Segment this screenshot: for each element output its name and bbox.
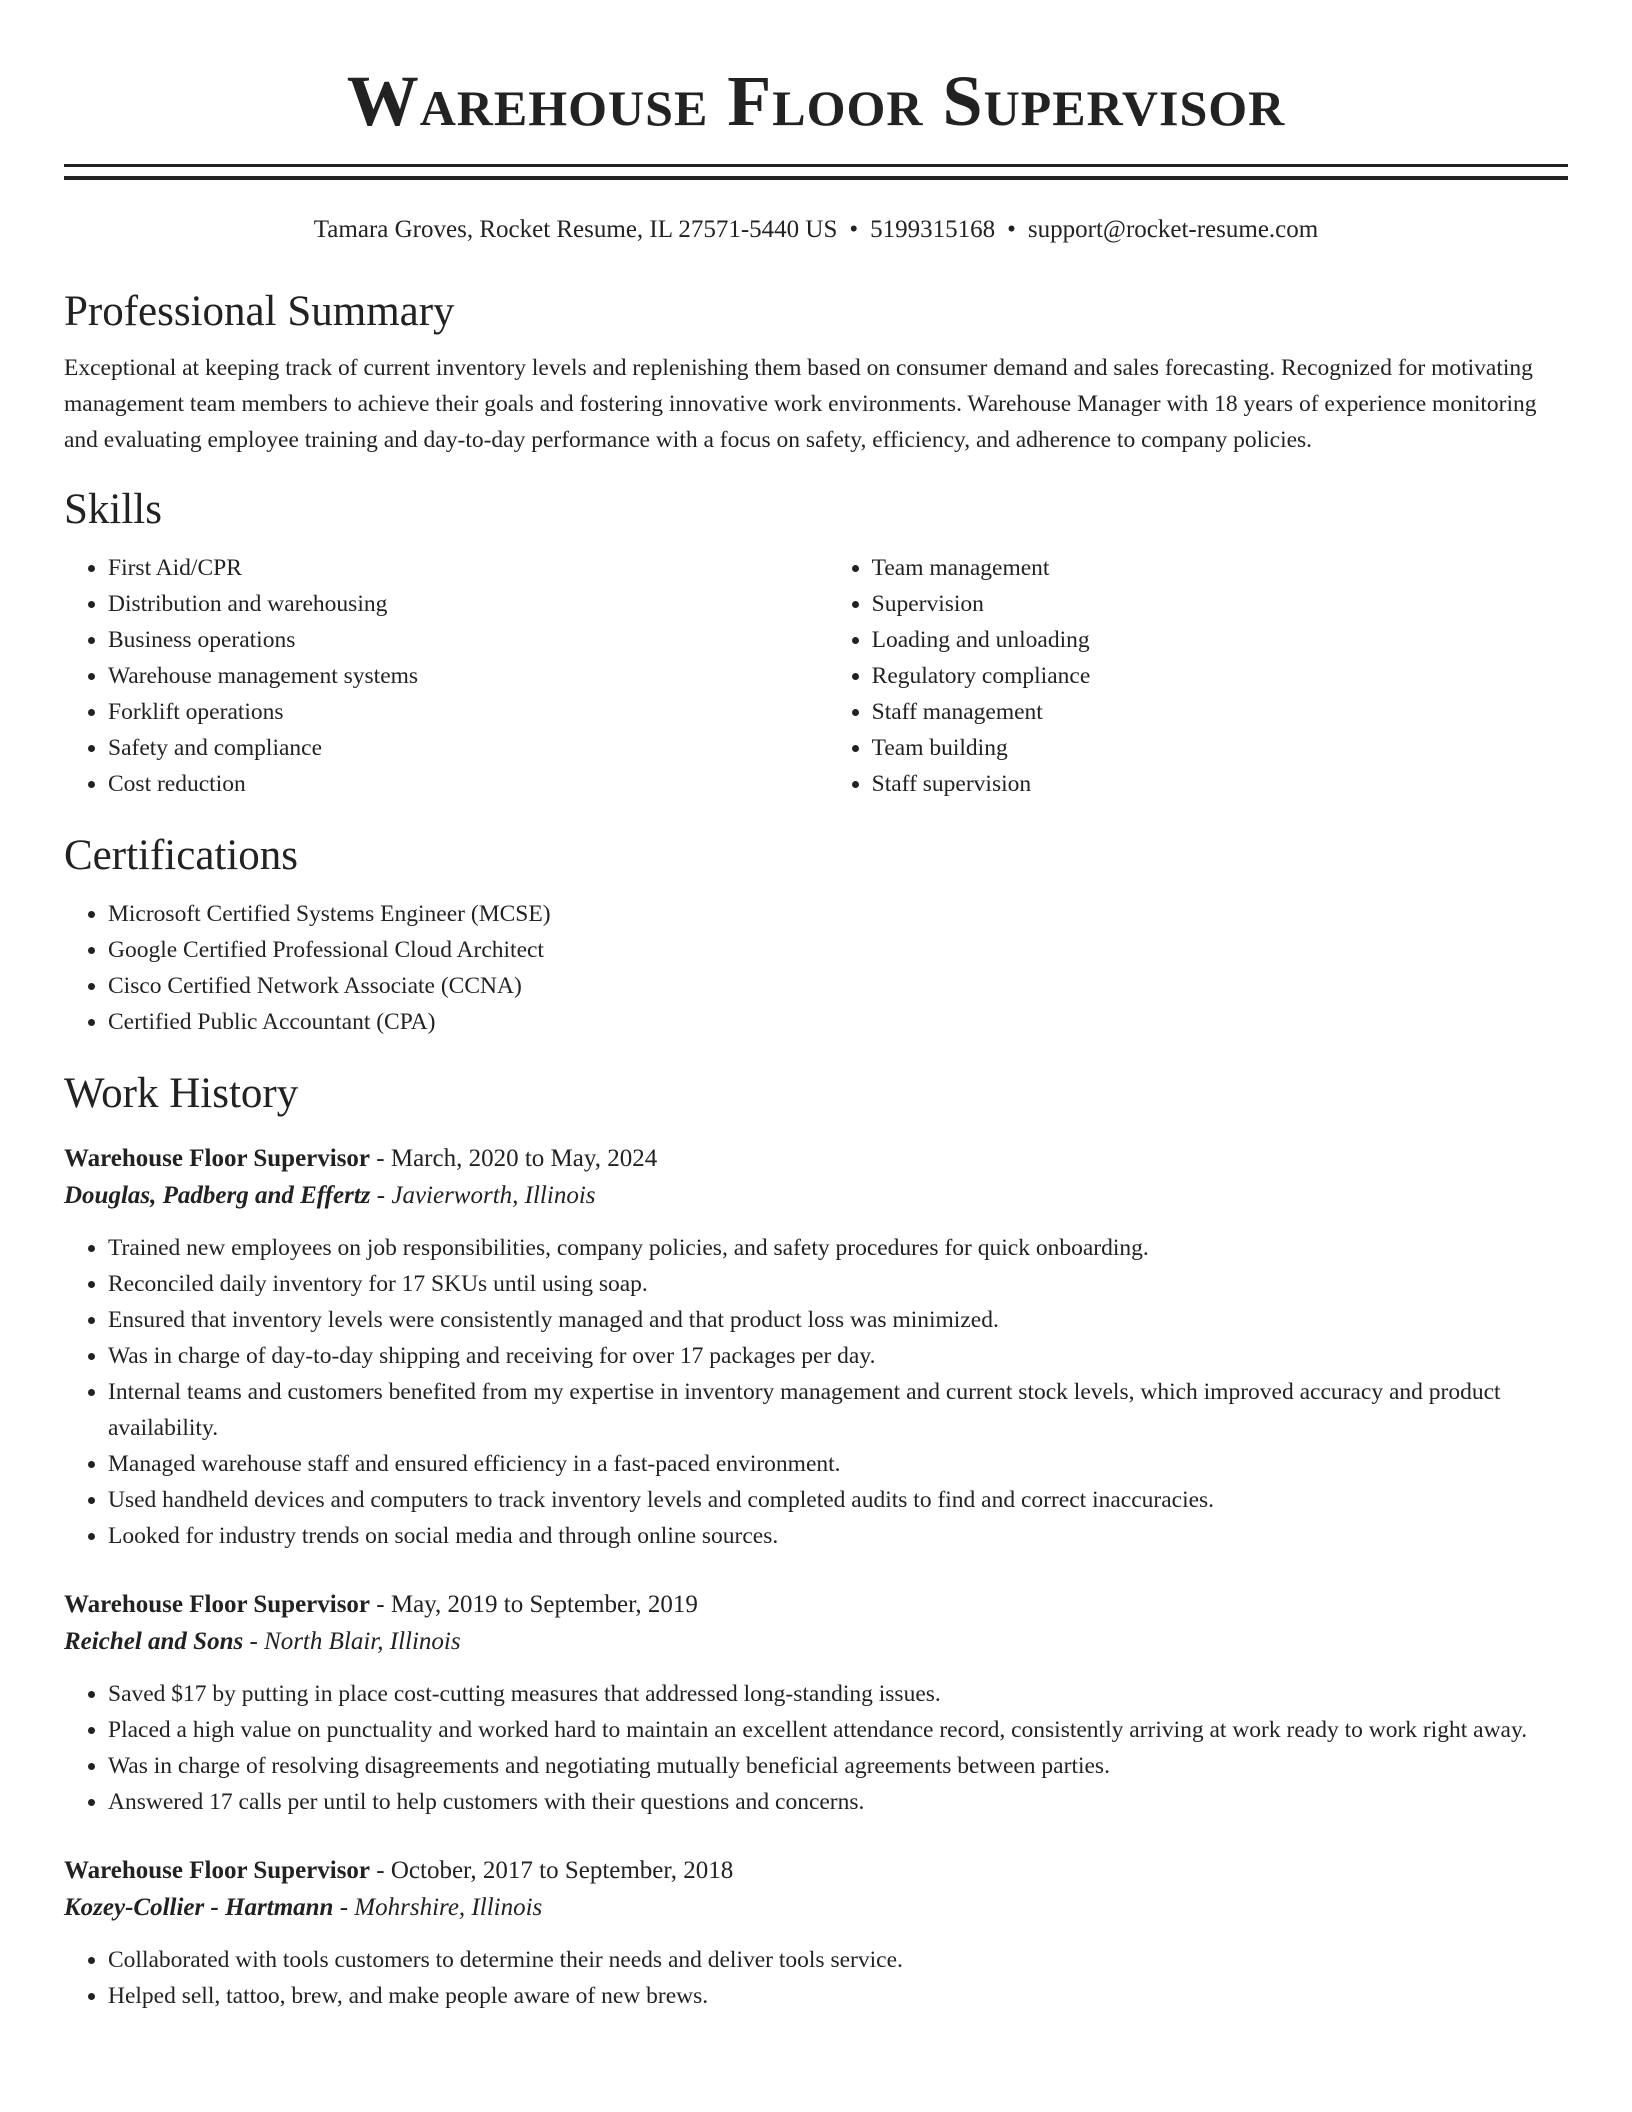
- skills-heading: Skills: [64, 486, 162, 533]
- job-duty: • Reconciled daily inventory for 17 SKUs until using soap.: [108, 1266, 1568, 1302]
- job-duty: • Ensured that inventory levels were consistently managed and that product loss was minimized.: [108, 1302, 1568, 1338]
- job-location: Mohrshire, Illinois: [354, 1894, 543, 1921]
- job-duties: [64, 1230, 1568, 1554]
- job-company: Reichel and Sons: [64, 1628, 244, 1655]
- title-divider: [64, 164, 1568, 180]
- job-dates: May, 2019 to September, 2019: [390, 1591, 698, 1618]
- contact-phone: 5199315168: [870, 216, 996, 243]
- skill-item: • Supervision: [872, 586, 1568, 622]
- summary-heading: Professional Summary: [64, 288, 455, 335]
- skill-item: • First Aid/CPR: [108, 550, 828, 586]
- job-company: Douglas, Padberg and Effertz: [64, 1182, 371, 1209]
- skill-item: • Safety and compliance: [108, 730, 828, 766]
- contact-line: [64, 214, 1568, 246]
- job-header: [64, 1852, 1568, 1889]
- job-duty: • Internal teams and customers benefited from my expertise in inventory management and current stock levels, which improved accuracy and product availability.: [108, 1374, 1568, 1446]
- job-dash: -: [370, 1182, 392, 1209]
- job-header: [64, 1140, 1568, 1177]
- job-employer: [64, 1889, 1568, 1926]
- job-dates: October, 2017 to September, 2018: [390, 1857, 734, 1884]
- job-duty: • Collaborated with tools customers to determine their needs and deliver tools service.: [108, 1942, 1568, 1978]
- job-dash: -: [333, 1894, 355, 1921]
- skill-item: • Team management: [872, 550, 1568, 586]
- skills-columns: [64, 550, 1568, 802]
- job-duty: • Saved $17 by putting in place cost-cutting measures that addressed long-standing issues.: [108, 1676, 1568, 1712]
- certifications-list: [64, 896, 1568, 1040]
- job-location: Javierworth, Illinois: [391, 1182, 596, 1209]
- job-duties: [64, 1676, 1568, 1820]
- contact-separator: •: [849, 216, 859, 243]
- job-employer: [64, 1623, 1568, 1660]
- certification-item: • Google Certified Professional Cloud Architect: [108, 932, 1568, 968]
- skills-list-left: [64, 550, 828, 802]
- job-dash: -: [243, 1628, 265, 1655]
- skills-list-right: [828, 550, 1568, 802]
- job-duty: • Was in charge of day-to-day shipping and receiving for over 17 packages per day.: [108, 1338, 1568, 1374]
- job-duty: • Placed a high value on punctuality and worked hard to maintain an excellent attendance record, consistently arriving at work ready to work right away.: [108, 1712, 1568, 1748]
- job-dash: -: [370, 1591, 391, 1618]
- job-location: North Blair, Illinois: [264, 1628, 461, 1655]
- job-entry: [64, 1586, 1568, 1820]
- certifications-heading: Certifications: [64, 832, 299, 879]
- job-duty: • Answered 17 calls per until to help customers with their questions and concerns.: [108, 1784, 1568, 1820]
- skill-item: • Warehouse management systems: [108, 658, 828, 694]
- job-duty: • Was in charge of resolving disagreements and negotiating mutually beneficial agreements between parties.: [108, 1748, 1568, 1784]
- job-dash: -: [370, 1145, 391, 1172]
- job-title: Warehouse Floor Supervisor: [64, 1857, 371, 1884]
- skill-item: • Distribution and warehousing: [108, 586, 828, 622]
- job-entry: [64, 1852, 1568, 2014]
- job-duty: • Looked for industry trends on social media and through online sources.: [108, 1518, 1568, 1554]
- job-employer: [64, 1177, 1568, 1214]
- job-title: Warehouse Floor Supervisor: [64, 1591, 371, 1618]
- skill-item: • Forklift operations: [108, 694, 828, 730]
- skill-item: • Regulatory compliance: [872, 658, 1568, 694]
- skill-item: • Staff management: [872, 694, 1568, 730]
- resume-page: [64, 0, 1568, 2014]
- certification-item: • Microsoft Certified Systems Engineer (MCSE): [108, 896, 1568, 932]
- contact-address: Tamara Groves, Rocket Resume, IL 27571-5440 US: [313, 216, 838, 243]
- job-duty: • Used handheld devices and computers to track inventory levels and completed audits to find and correct inaccuracies.: [108, 1482, 1568, 1518]
- job-header: [64, 1586, 1568, 1623]
- job-entry: [64, 1140, 1568, 1554]
- job-dates: March, 2020 to May, 2024: [390, 1145, 658, 1172]
- skill-item: • Staff supervision: [872, 766, 1568, 802]
- contact-separator: •: [1007, 216, 1016, 243]
- skill-item: • Cost reduction: [108, 766, 828, 802]
- skill-item: • Loading and unloading: [872, 622, 1568, 658]
- resume-title: Warehouse Floor Supervisor: [346, 61, 1286, 141]
- job-duties: [64, 1942, 1568, 2014]
- summary-text: Exceptional at keeping track of current inventory levels and replenishing them based on consumer demand and sales forecasting. Recognized for motivating management team members to achieve their goals and fostering innovative work environments. Warehouse Manager with 18 years of experience monitoring and evaluating employee training and day-to-day performance with a focus on safety, efficiency, and adherence to company policies.: [64, 355, 1537, 453]
- job-duty: • Trained new employees on job responsibilities, company policies, and safety procedures for quick onboarding.: [108, 1230, 1568, 1266]
- contact-email: support@rocket-resume.com: [1027, 216, 1319, 243]
- skill-item: • Team building: [872, 730, 1568, 766]
- job-duty: • Helped sell, tattoo, brew, and make people aware of new brews.: [108, 1978, 1568, 2014]
- job-company: Kozey-Collier - Hartmann: [64, 1894, 334, 1921]
- job-title: Warehouse Floor Supervisor: [64, 1145, 371, 1172]
- certification-item: • Cisco Certified Network Associate (CCNA): [108, 968, 1568, 1004]
- job-dash: -: [370, 1857, 391, 1884]
- certification-item: • Certified Public Accountant (CPA): [108, 1004, 1568, 1040]
- job-duty: • Managed warehouse staff and ensured efficiency in a fast-paced environment.: [108, 1446, 1568, 1482]
- skill-item: • Business operations: [108, 622, 828, 658]
- work-history-heading: Work History: [64, 1070, 299, 1117]
